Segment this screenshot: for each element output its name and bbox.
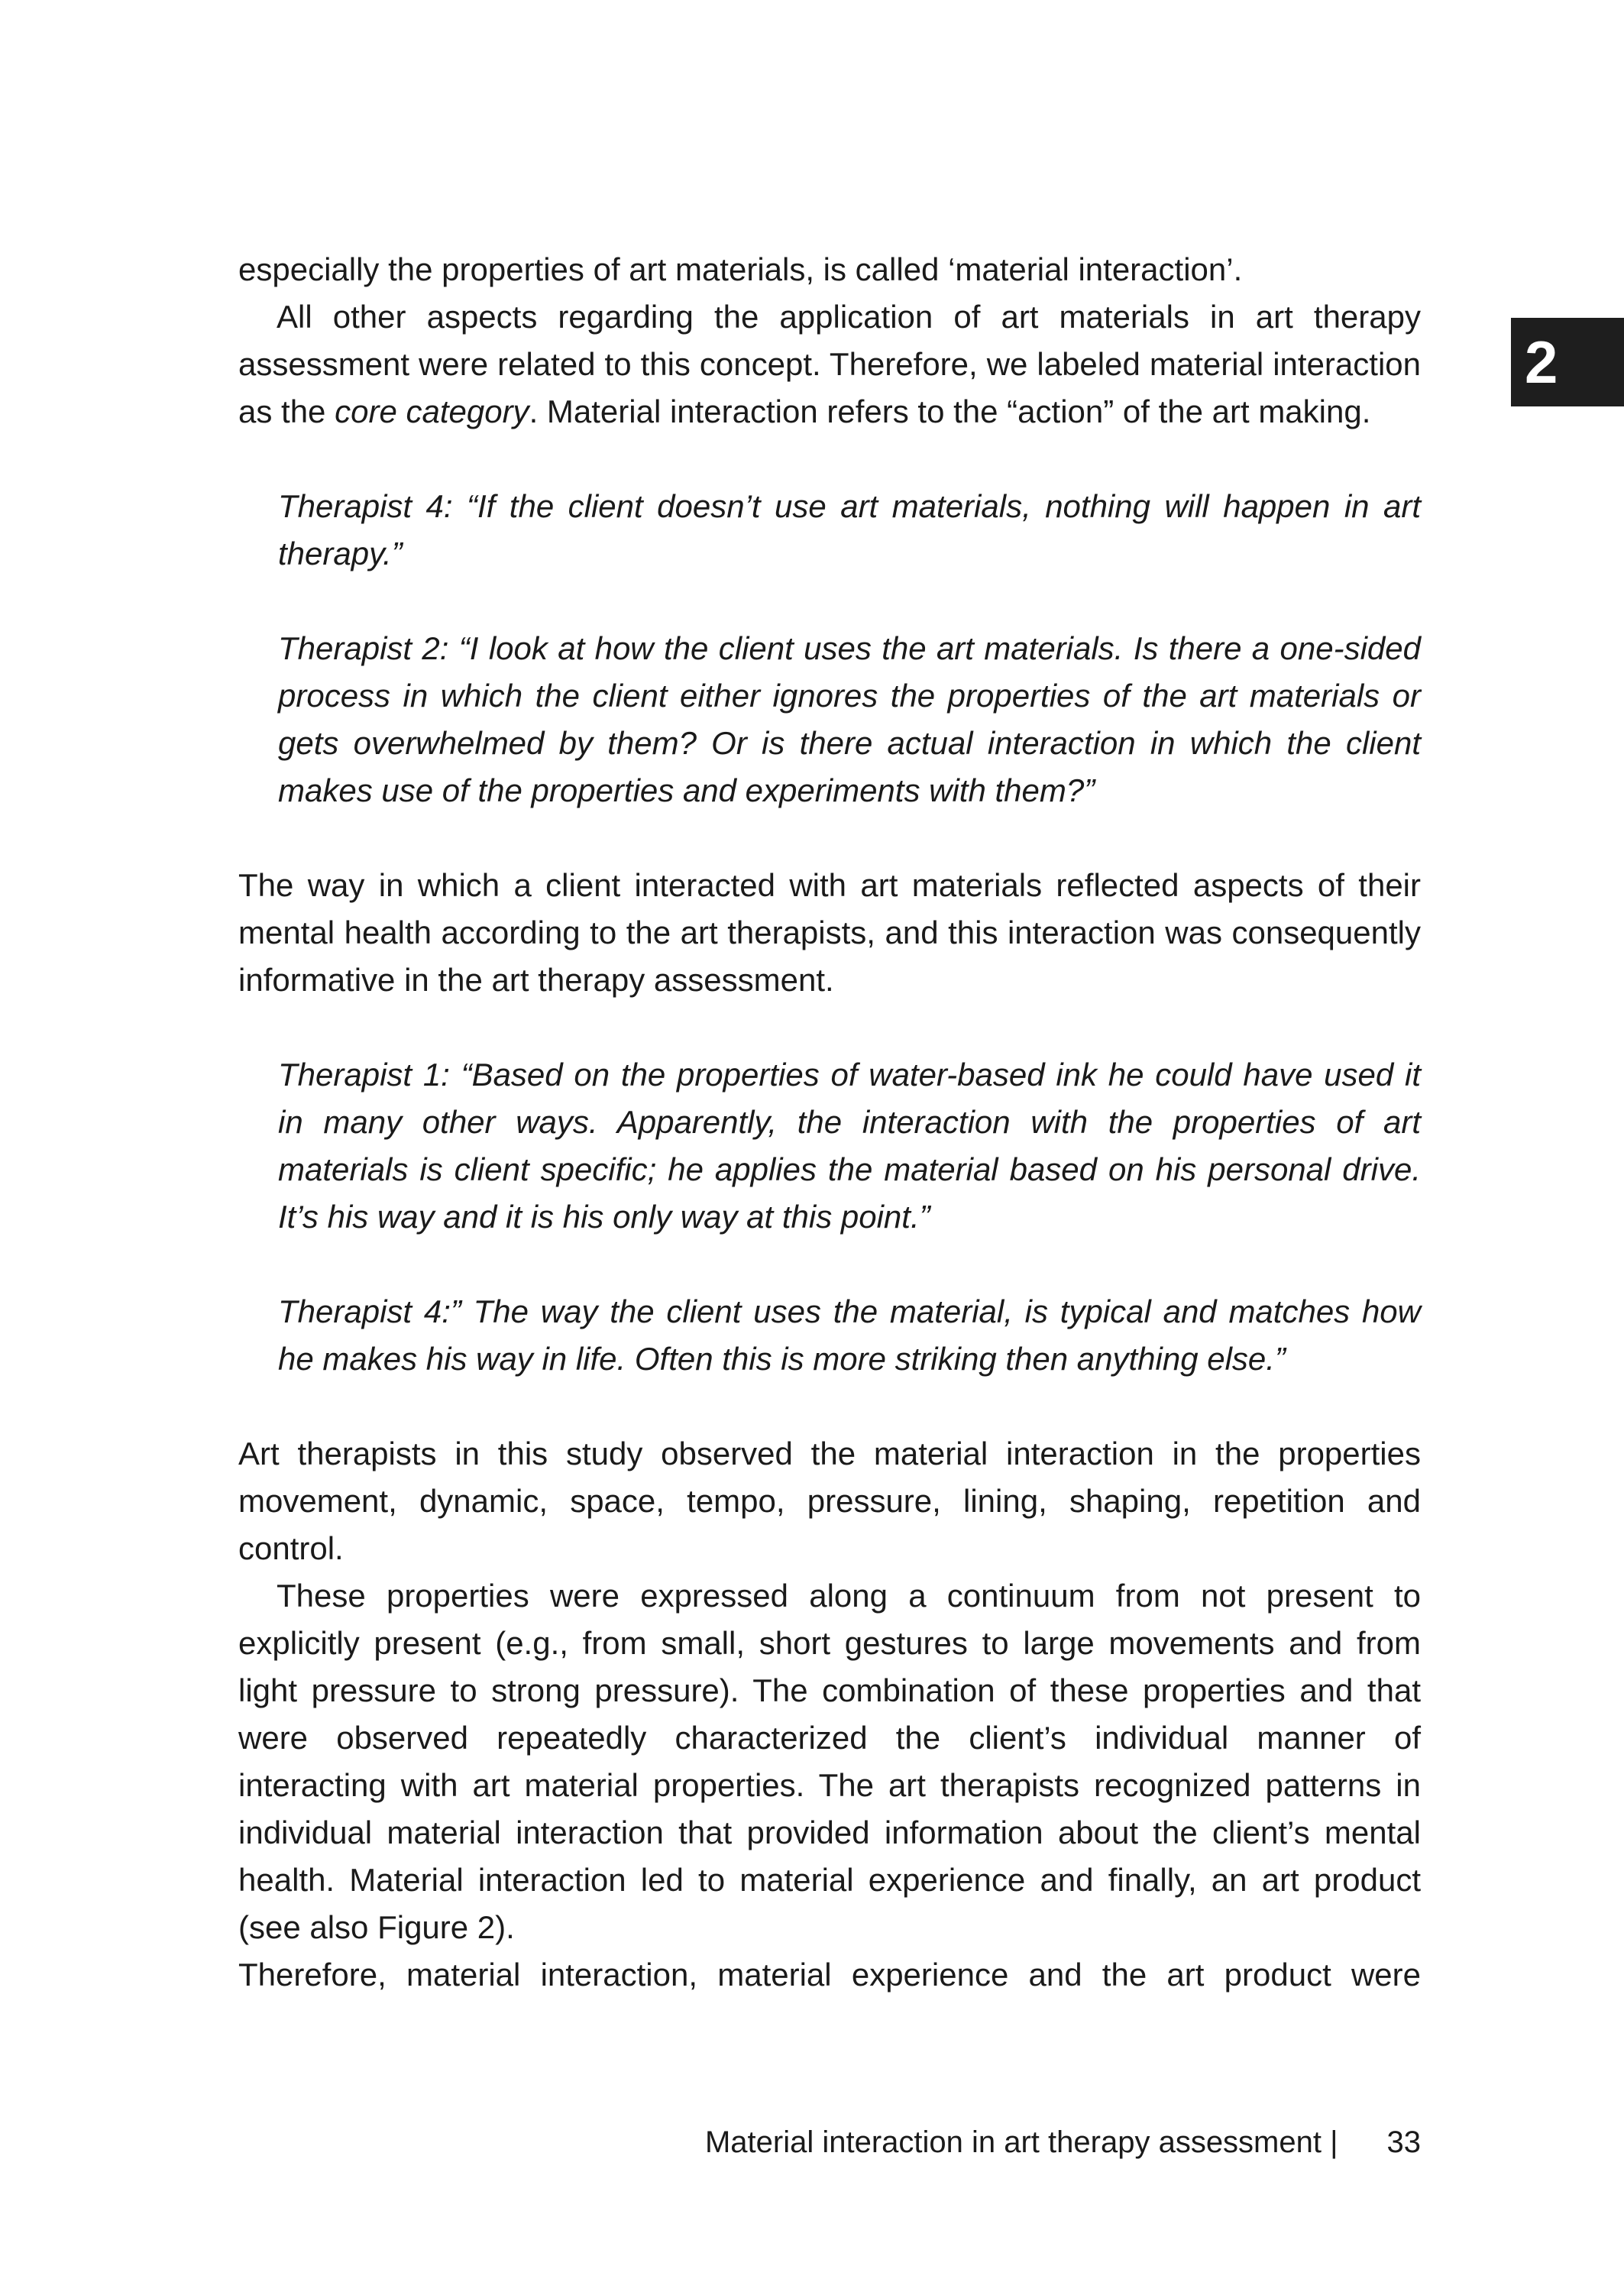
paragraph-mental-health: The way in which a client interacted with art materials reflected aspects of their mental health according to the art therapists, and this interaction was consequently informative in the art therapy assessment. <box>238 867 1421 998</box>
page-footer <box>238 2121 1421 2164</box>
spacer <box>238 1241 1421 1288</box>
running-title: Material interaction in art therapy assessment | <box>704 2125 1338 2159</box>
chapter-number-tab <box>1511 318 1624 406</box>
chapter-number: 2 <box>1525 328 1558 396</box>
paragraph-continuum: These properties were expressed along a continuum from not present to explicitly present (e.g., from small, short gestures to large movements and from light pressure to strong pressure). The combination of these properties and that were observed repeatedly characterized the client’s individual manner of interacting with art material properties. The art therapists recognized patterns in individual material interaction that provided information about the client’s mental health. Material interaction led to material experience and finally, an art product (see also Figure 2). <box>238 1578 1421 1945</box>
paragraph-continuation: especially the properties of art materials, is called ‘material interaction’. <box>238 251 1243 287</box>
paragraph-core-category-text-start: All other aspects regarding the application of art materials in art therapy assessment were related to this concept. Therefore, we labeled material interaction as the <box>238 299 1421 429</box>
paragraph-core-category-text-end: . Material interaction refers to the “action” of the art making. <box>529 393 1371 429</box>
spacer <box>238 435 1421 483</box>
quote-therapist-2: Therapist 2: “I look at how the client uses the art materials. Is there a one-sided process in which the client either ignores the properties of the art materials or gets overwhelmed by them? Or is there actual interaction in which the client makes use of the properties and experiments with them?” <box>278 630 1421 808</box>
paragraph-observed-properties: Art therapists in this study observed the material interaction in the properties movement, dynamic, space, tempo, pressure, lining, shaping, repetition and control. <box>238 1436 1421 1566</box>
quote-therapist-4-second: Therapist 4:” The way the client uses the material, is typical and matches how he makes his way in life. Often this is more striking then anything else.” <box>278 1293 1421 1377</box>
quote-therapist-1: Therapist 1: “Based on the properties of water-based ink he could have used it in many other ways. Apparently, the interaction with the properties of art materials is client specific; he applies the material based on his personal drive. It’s his way and it is his only way at this point.” <box>278 1057 1421 1235</box>
spacer <box>238 1383 1421 1430</box>
page-number: 33 <box>1386 2125 1421 2159</box>
spacer <box>238 814 1421 862</box>
spacer <box>238 1004 1421 1051</box>
paragraph-core-category <box>238 293 1421 435</box>
core-category-emphasis: core category <box>335 393 529 429</box>
quote-therapist-4: Therapist 4: “If the client doesn’t use art materials, nothing will happen in art therapy.” <box>278 488 1421 571</box>
paragraph-continuum-last-line: Therefore, material interaction, material experience and the art product were <box>238 1957 1421 1993</box>
body-text <box>238 246 1421 1999</box>
spacer <box>238 578 1421 625</box>
